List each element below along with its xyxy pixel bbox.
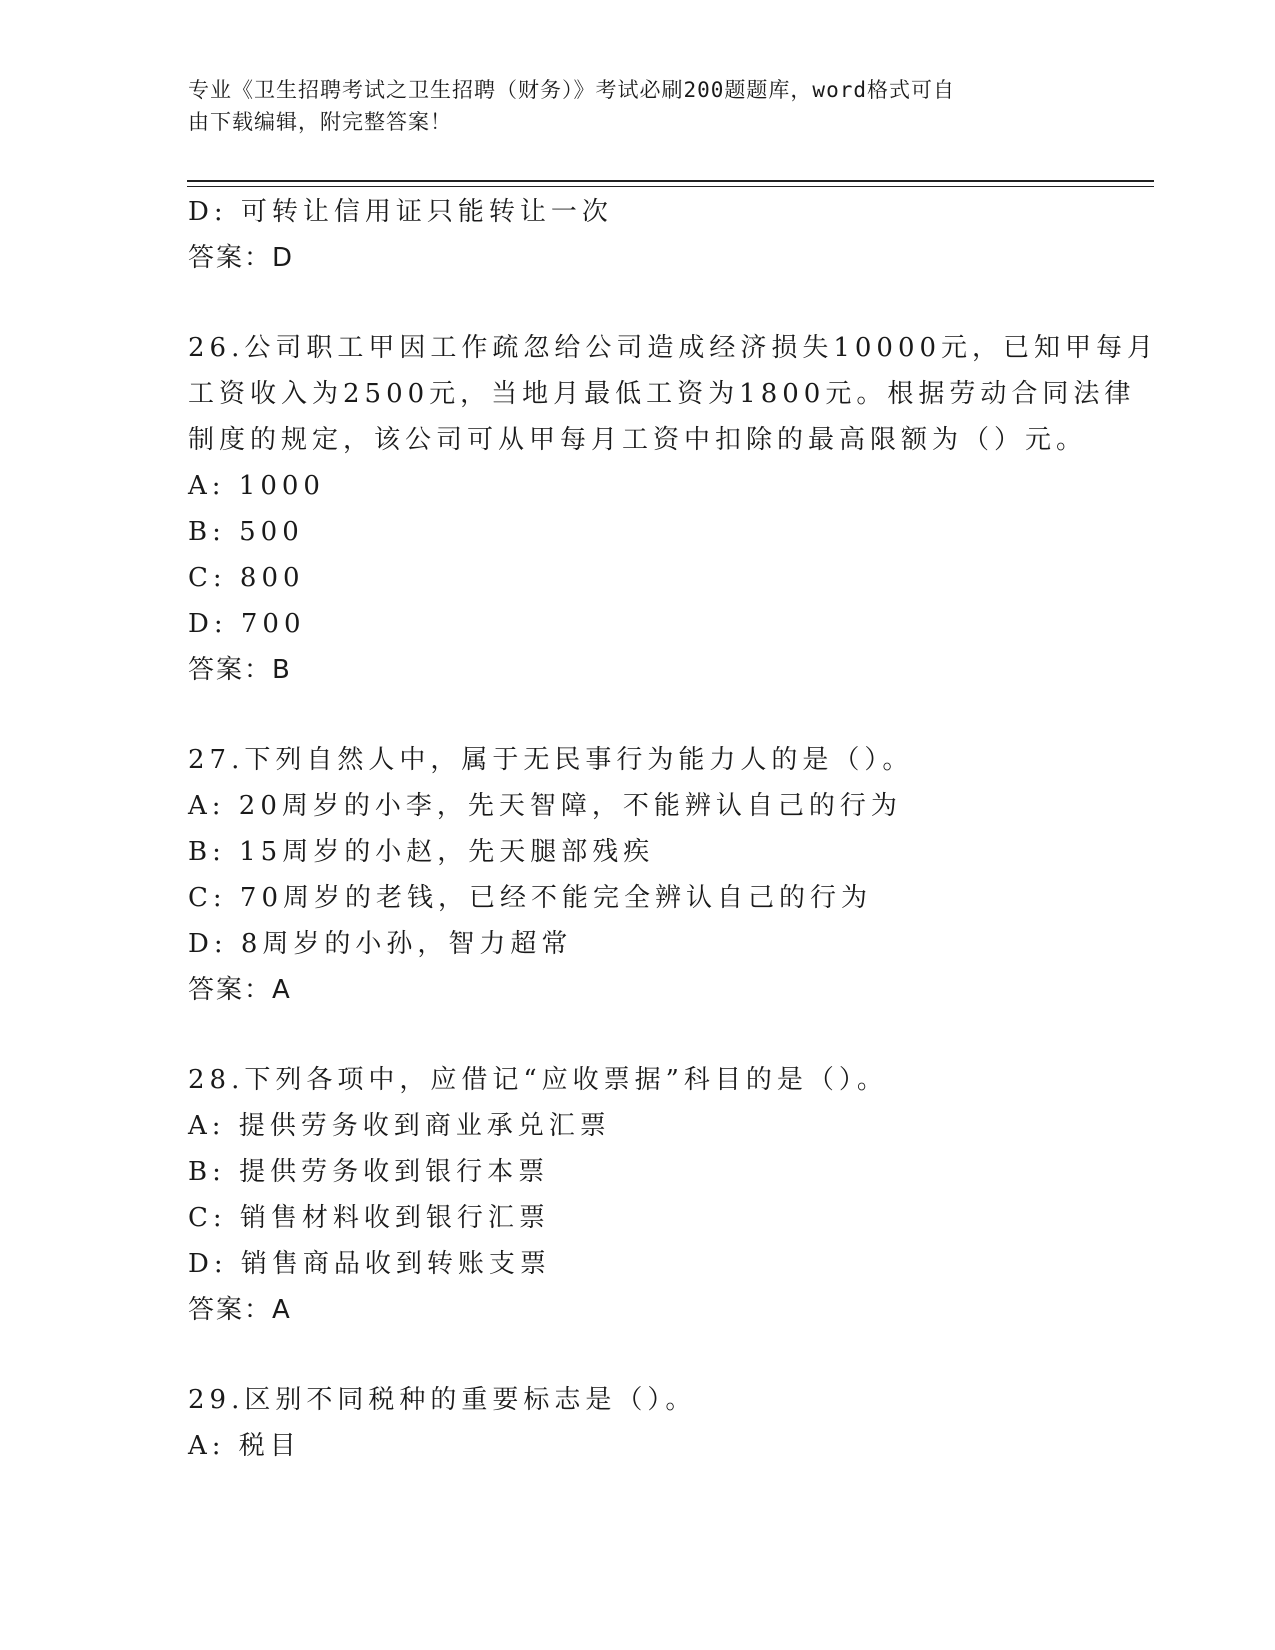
question-25-tail [188, 189, 1088, 281]
header-line-1: 专业《卫生招聘考试之卫生招聘（财务）》考试必刷200题题库，word格式可自 [188, 78, 955, 102]
question-27 [188, 737, 1088, 1013]
option-c: C: 800 [188, 563, 305, 593]
option-c: C: 销售材料收到银行汇票 [188, 1203, 550, 1233]
option-d: D: 可转让信用证只能转让一次 [188, 197, 613, 227]
option-a: A: 1000 [188, 471, 325, 501]
answer-label: 答案：D [188, 243, 295, 273]
option-d: D: 销售商品收到转账支票 [188, 1249, 551, 1279]
header-rule-thin [187, 186, 1154, 187]
option-b: B: 15周岁的小赵，先天腿部残疾 [188, 837, 655, 867]
option-a: A: 税目 [188, 1431, 301, 1461]
question-stem: 制度的规定，该公司可从甲每月工资中扣除的最高限额为（）元。 [188, 425, 1088, 455]
question-28 [188, 1057, 1088, 1333]
option-c: C: 70周岁的老钱，已经不能完全辨认自己的行为 [188, 883, 873, 913]
option-a: A: 提供劳务收到商业承兑汇票 [188, 1111, 611, 1141]
question-list [188, 189, 1159, 1469]
answer-label: 答案：A [188, 1295, 292, 1325]
question-stem: 工资收入为2500元，当地月最低工资为1800元。根据劳动合同法律 [188, 379, 1136, 409]
option-b: B: 500 [188, 517, 304, 547]
header-rule-thick [187, 180, 1154, 182]
question-stem: 27.下列自然人中，属于无民事行为能力人的是（）。 [188, 745, 914, 775]
question-29 [188, 1377, 1088, 1469]
header-line-2: 由下载编辑，附完整答案！ [188, 110, 452, 134]
answer-label: 答案：B [188, 655, 292, 685]
option-d: D: 8周岁的小孙，智力超常 [188, 929, 573, 959]
question-stem: 26.公司职工甲因工作疏忽给公司造成经济损失10000元，已知甲每月 [188, 333, 1159, 363]
option-b: B: 提供劳务收到银行本票 [188, 1157, 550, 1187]
question-stem: 28.下列各项中，应借记“应收票据”科目的是（）。 [188, 1065, 888, 1095]
question-26 [188, 325, 1159, 693]
question-stem: 29.区别不同税种的重要标志是（）。 [188, 1385, 697, 1415]
option-d: D: 700 [188, 609, 306, 639]
answer-label: 答案：A [188, 975, 292, 1005]
option-a: A: 20周岁的小李，先天智障，不能辨认自己的行为 [188, 791, 902, 821]
document-header [188, 74, 1068, 138]
